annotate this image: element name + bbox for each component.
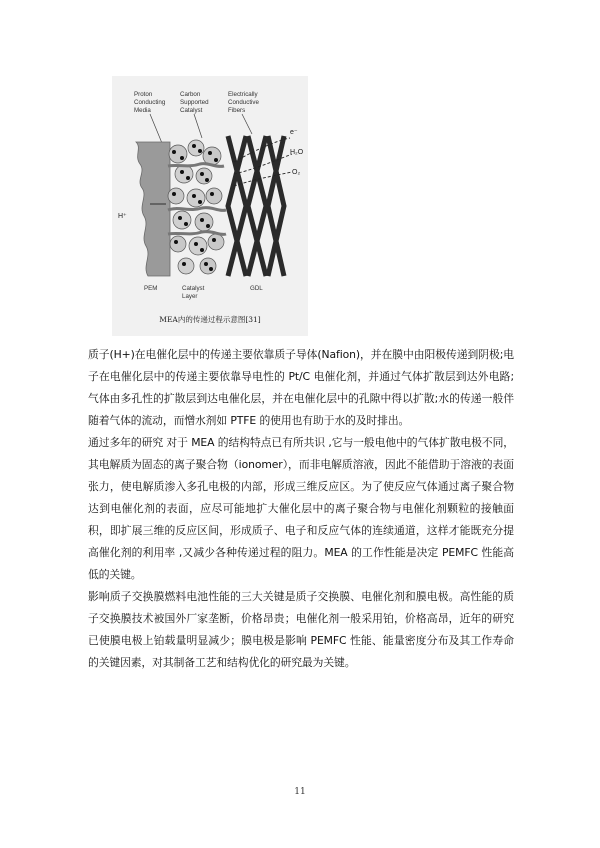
pem-membrane — [136, 142, 170, 276]
label-carbon-supported-catalyst: Carbon Supported Catalyst — [180, 91, 209, 114]
label-water: H₂O — [290, 149, 304, 156]
paragraph-3: 影响质子交换膜燃料电池性能的三大关键是质子交换膜、电催化剂和膜电极。高性能的质子交换膜技术被国外厂家垄断，价格昂贵；电催化剂一般采用铂，价格高昂，近年的研究已使膜电极上铂载量明显减少；膜电极是影响 PEMFC 性能、能量密度分布及其工作寿命的关键因素，对其制备工艺和结构优化的研究最为关键。 — [88, 590, 514, 669]
catalyst-layer — [168, 140, 226, 274]
mea-transport-figure — [112, 76, 308, 336]
label-pem: PEM — [144, 285, 158, 292]
paragraph-2: 通过多年的研究 对于 MEA 的结构特点已有所共识 ,它与一般电他中的气体扩散电极不同，其电解质为固态的离子聚合物（ionomer），而非电解质溶液，因此不能借助于溶液的表面张力，使电解质渗入多孔电极的内部，形成三维反应区。为了使反应气体通过离子聚合物达到电催化剂的表面，应尽可能地扩大催化层中的离子聚合物与电催化剂颗粒的接触面积，即扩展三维的反应区间，形成质子、电子和反应气体的连续通道，这样才能既充分提高催化剂的利用率 ,又减少各种传递过程的阻力。MEA 的工作性能是决定 PEMFC 性能高低的关键。 — [88, 436, 514, 581]
label-electron: e⁻ — [290, 129, 298, 136]
label-proton-ion: H⁺ — [118, 213, 127, 220]
gdl-fibers — [228, 136, 284, 276]
label-electrically-conductive-fibers: Electrically Conductive Fibers — [228, 91, 259, 114]
label-proton-conducting-media: Proton Conducting Media — [134, 91, 166, 114]
label-catalyst-layer: Catalyst Layer — [182, 285, 205, 300]
label-gdl: GDL — [250, 285, 263, 292]
mea-diagram — [112, 76, 308, 316]
label-oxygen: O₂ — [292, 169, 301, 176]
body-text — [88, 344, 514, 674]
page-number: 11 — [294, 787, 306, 797]
paragraph-1: 质子(H+)在电催化层中的传递主要依靠质子导体(Nafion)，并在膜中由阳极传递到阴极;电子在电催化层中的传递主要依靠导电性的 Pt/C 电催化剂，并通过气体扩散层到达外电路;气体由多孔性的扩散层到达电催化层，并在电催化层中的孔隙中得以扩散;水的传递一般伴随着气体的流动，而憎水剂如 PTFE 的使用也有助于水的及时排出。 — [88, 348, 514, 427]
figure-caption: MEA内的传递过程示意图[31] — [159, 315, 261, 324]
